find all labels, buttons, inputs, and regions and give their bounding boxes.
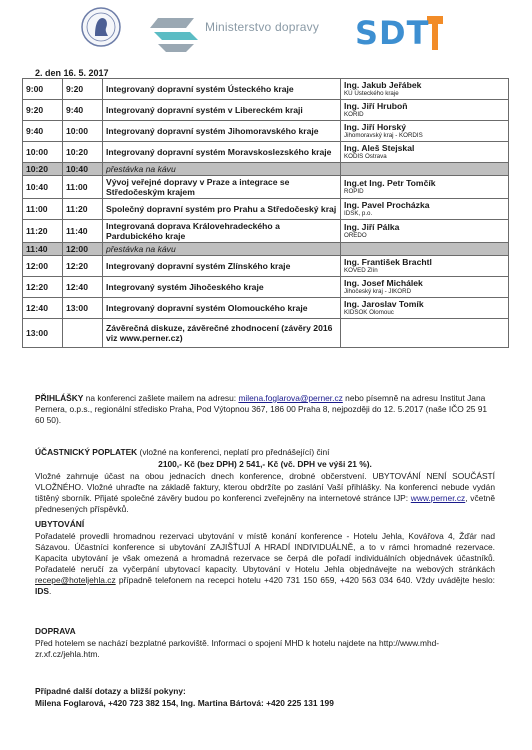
start-time: 10:00 bbox=[23, 142, 63, 163]
speaker-organization: ROPID bbox=[344, 188, 364, 195]
fee-heading-line bbox=[35, 447, 495, 458]
schedule-row bbox=[23, 298, 509, 319]
fee-text-1: (vložné na konferenci, neplatí pro přednášející) činí bbox=[137, 447, 330, 457]
start-time: 11:00 bbox=[23, 199, 63, 220]
end-time: 10:00 bbox=[63, 121, 103, 142]
schedule-row bbox=[23, 256, 509, 277]
schedule-row bbox=[23, 176, 509, 199]
start-time: 10:20 bbox=[23, 163, 63, 176]
speaker-cell bbox=[341, 243, 509, 256]
talk-title: Integrovaná doprava Královehradeckého a Pardubického kraje bbox=[103, 220, 341, 243]
speaker-cell bbox=[341, 176, 509, 199]
speaker-cell bbox=[341, 298, 509, 319]
talk-title: Závěrečná diskuze, závěrečné zhodnocení (závěry 2016 viz www.perner.cz) bbox=[103, 319, 341, 348]
contacts-heading: Případné další dotazy a bližší pokyny: bbox=[35, 686, 186, 696]
speaker-organization: KORID bbox=[344, 111, 364, 118]
start-time: 12:00 bbox=[23, 256, 63, 277]
talk-title: přestávka na kávu bbox=[103, 163, 341, 176]
speaker-organization: Jihočeský kraj - JIKORD bbox=[344, 288, 412, 295]
fee-amount: 2100,- Kč (bez DPH) 2 541,- Kč (vč. DPH ve výši 21 %). bbox=[158, 459, 372, 469]
speaker-name: Ing. Jiří Horský bbox=[344, 122, 407, 132]
speaker-cell bbox=[341, 199, 509, 220]
schedule-row bbox=[23, 199, 509, 220]
registration-text-2: nebo písemně na adresu Institut Jana Pernera, o.p.s., regionální středisko Praha, Pod Výtopnou 367, 186 00 Praha 8, nejpozději do 12. 5.2017 (naše IČO 25 91 60 50). bbox=[35, 393, 488, 425]
schedule-row bbox=[23, 319, 509, 348]
speaker-name: Ing. Josef Michálek bbox=[344, 278, 423, 288]
start-time: 9:00 bbox=[23, 79, 63, 100]
fee-text-3: , včetně přednesených příspěvků. bbox=[35, 493, 495, 514]
speaker-name: Ing. Jiří Pálka bbox=[344, 222, 400, 232]
talk-title: přestávka na kávu bbox=[103, 243, 341, 256]
accommodation-email-link[interactable]: recepe@hoteljehla.cz bbox=[35, 575, 116, 585]
fee-web-link[interactable]: www.perner.cz bbox=[410, 493, 466, 503]
fee-description bbox=[35, 471, 495, 515]
sdt-logo bbox=[355, 12, 445, 62]
schedule-row bbox=[23, 100, 509, 121]
sdt-logo-text: SDT bbox=[355, 14, 430, 52]
schedule-row bbox=[23, 277, 509, 298]
end-time: 9:20 bbox=[63, 79, 103, 100]
accommodation-text bbox=[35, 531, 495, 597]
talk-title: Integrovaný dopravní systém Ústeckého kraje bbox=[103, 79, 341, 100]
speaker-name: Ing.et Ing. Petr Tomčík bbox=[344, 178, 436, 188]
speaker-name: Ing. Jiří Hruboň bbox=[344, 101, 408, 111]
speaker-cell bbox=[341, 121, 509, 142]
end-time: 10:40 bbox=[63, 163, 103, 176]
speaker-cell bbox=[341, 79, 509, 100]
day-label: 2. den 16. 5. 2017 bbox=[35, 68, 109, 78]
schedule-row bbox=[23, 220, 509, 243]
talk-title: Integrovaný dopravní systém Moravskoslezského kraje bbox=[103, 142, 341, 163]
end-time: 9:40 bbox=[63, 100, 103, 121]
talk-title: Integrovaný systém Jihočeského kraje bbox=[103, 277, 341, 298]
speaker-name: Ing. Jakub Jeřábek bbox=[344, 80, 422, 90]
speaker-organization: KIDSOK Olomouc bbox=[344, 309, 394, 316]
end-time: 13:00 bbox=[63, 298, 103, 319]
start-time: 11:40 bbox=[23, 243, 63, 256]
speaker-organization: OREDO bbox=[344, 232, 367, 239]
speaker-cell bbox=[341, 142, 509, 163]
speaker-cell bbox=[341, 163, 509, 176]
institute-seal-logo bbox=[80, 6, 122, 48]
end-time: 11:20 bbox=[63, 199, 103, 220]
talk-title: Integrovaný dopravní systém Zlínského kraje bbox=[103, 256, 341, 277]
end-time: 11:00 bbox=[63, 176, 103, 199]
speaker-cell bbox=[341, 319, 509, 348]
schedule-table bbox=[22, 78, 509, 348]
start-time: 13:00 bbox=[23, 319, 63, 348]
end-time: 10:20 bbox=[63, 142, 103, 163]
registration-section bbox=[35, 393, 495, 426]
fee-lead: ÚČASTNICKÝ POPLATEK bbox=[35, 447, 138, 457]
transport-text: Před hotelem se nachází bezplatné parkoviště. Informaci o spojení MHD k hotelu najdete na http://www.mhd-zr.xf.cz/jehla.htm. bbox=[35, 638, 440, 659]
talk-title: Společný dopravní systém pro Prahu a Středočeský kraj bbox=[103, 199, 341, 220]
speaker-cell bbox=[341, 256, 509, 277]
speaker-cell bbox=[341, 220, 509, 243]
registration-email-link[interactable]: milena.foglarova@perner.cz bbox=[238, 393, 343, 403]
accommodation-heading: UBYTOVÁNÍ bbox=[35, 519, 85, 529]
accommodation-text-2: případně telefonem na recepci hotelu +420 731 150 659, +420 563 034 640. Vždy uvádějte heslo: bbox=[115, 575, 495, 585]
end-time: 12:20 bbox=[63, 256, 103, 277]
speaker-organization: Jihomoravský kraj - KORDIS bbox=[344, 132, 423, 139]
schedule-break-row bbox=[23, 243, 509, 256]
speaker-organization: KODIS Ostrava bbox=[344, 153, 387, 160]
speaker-organization: KOVED Zlín bbox=[344, 267, 378, 274]
registration-text-1: na konferenci zašlete mailem na adresu: bbox=[83, 393, 239, 403]
start-time: 9:40 bbox=[23, 121, 63, 142]
accommodation-text-3: . bbox=[48, 586, 52, 596]
schedule-row bbox=[23, 79, 509, 100]
speaker-organization: KÚ Ústeckého kraje bbox=[344, 90, 399, 97]
talk-title: Integrovaný dopravní systém v Libereckém kraji bbox=[103, 100, 341, 121]
start-time: 11:20 bbox=[23, 220, 63, 243]
schedule-break-row bbox=[23, 163, 509, 176]
accommodation-text-1: Pořadatelé provedli hromadnou rezervaci ubytování v místě konání konference - Hotelu Jehla, Kovářova 4, Žďár nad Sázavou. Účastníci konference si ubytování ZAJIŠŤUJÍ A HRADÍ INDIVIDUÁLNĚ, a to v rámci hromadné rezervace. Kapacita ubytování je však omezená a hromadná rezervace se čerpá dle pořadí individuálních objednávek účastníků. Pořadatelé neručí za vyčerpání ubytovací kapacity. Ubytování v Hotelu Jehla objednávejte na webových stránkách bbox=[35, 531, 495, 574]
ministry-label: Ministerstvo dopravy bbox=[205, 20, 320, 34]
end-time: 11:40 bbox=[63, 220, 103, 243]
transport-heading: DOPRAVA bbox=[35, 626, 76, 636]
accommodation-password: IDS bbox=[35, 586, 49, 596]
speaker-name: Ing. František Brachtl bbox=[344, 257, 432, 267]
end-time: 12:40 bbox=[63, 277, 103, 298]
end-time: 12:00 bbox=[63, 243, 103, 256]
speaker-name: Ing. Pavel Procházka bbox=[344, 200, 430, 210]
speaker-name: Ing. Jaroslav Tomík bbox=[344, 299, 424, 309]
speaker-name: Ing. Aleš Stejskal bbox=[344, 143, 415, 153]
registration-lead: PŘIHLÁŠKY bbox=[35, 393, 84, 403]
start-time: 12:40 bbox=[23, 298, 63, 319]
contacts-text: Milena Foglarová, +420 723 382 154, Ing. Martina Bártová: +420 225 131 199 bbox=[35, 698, 334, 708]
start-time: 12:20 bbox=[23, 277, 63, 298]
speaker-cell bbox=[341, 277, 509, 298]
start-time: 9:20 bbox=[23, 100, 63, 121]
talk-title: Vývoj veřejné dopravy v Praze a integrace se Středočeským krajem bbox=[103, 176, 341, 199]
schedule-row bbox=[23, 142, 509, 163]
end-time bbox=[63, 319, 103, 348]
speaker-cell bbox=[341, 100, 509, 121]
start-time: 10:40 bbox=[23, 176, 63, 199]
speaker-organization: IDSK, p.o. bbox=[344, 210, 373, 217]
talk-title: Integrovaný dopravní systém Jihomoravského kraje bbox=[103, 121, 341, 142]
talk-title: Integrovaný dopravní systém Olomouckého kraje bbox=[103, 298, 341, 319]
fee-text-2: Vložné zahrnuje účast na obou jednacích dnech konference, drobné občerstvení. UBYTOVÁNÍ NENÍ SOUČÁSTÍ VLOŽNÉHO. Vložné uhraďte na základě faktury, kterou obdržíte po zaslání Vaší přihlášky. Na konferenci nebude vydán tištěný sborník. Přijaté společné závěry budou po konferenci zveřejněny na internetové stránce IJP: bbox=[35, 471, 495, 503]
schedule-row bbox=[23, 121, 509, 142]
